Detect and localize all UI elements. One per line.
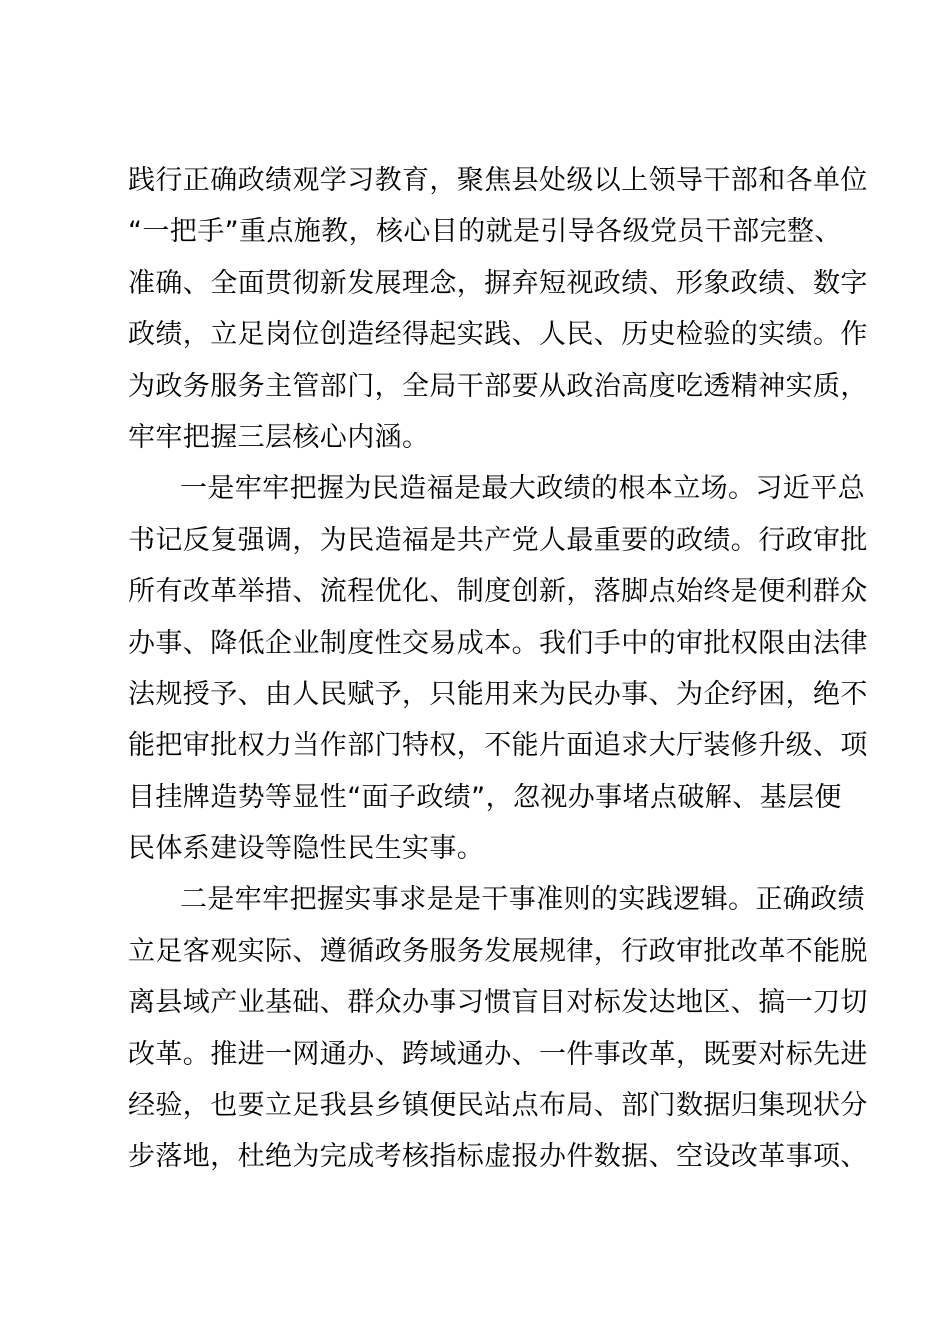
text-line: 目挂牌造势等显性“面子政绩”，忽视办事堵点破解、基层便 <box>128 781 842 813</box>
text-line: 二是牢牢把握实事求是是干事准则的实践逻辑。正确政绩 <box>180 884 865 916</box>
paragraph-2 <box>128 463 868 874</box>
text-line: 政绩，立足岗位创造经得起实践、人民、历史检验的实绩。作 <box>128 319 868 351</box>
text-line: 改革。推进一网通办、跨域通办、一件事改革，既要对标先进 <box>128 1038 868 1070</box>
text-line: 离县域产业基础、群众办事习惯盲目对标发达地区、搞一刀切 <box>128 987 868 1019</box>
text-line: 经验，也要立足我县乡镇便民站点布局、部门数据归集现状分 <box>128 1090 868 1122</box>
document-body <box>128 155 868 1183</box>
text-line: 践行正确政绩观学习教育，聚焦县处级以上领导干部和各单位 <box>128 165 868 196</box>
text-line: 一是牢牢把握为民造福是最大政绩的根本立场。习近平总 <box>180 473 865 505</box>
text-line: 办事、降低企业制度性交易成本。我们手中的审批权限由法律 <box>128 627 868 659</box>
text-line: 准确、全面贯彻新发展理念，摒弃短视政绩、形象政绩、数字 <box>128 267 868 299</box>
text-line: 步落地，杜绝为完成考核指标虚报办件数据、空设改革事项、 <box>128 1141 868 1173</box>
text-line: 为政务服务主管部门，全局干部要从政治高度吃透精神实质， <box>128 370 868 402</box>
text-line: 立足客观实际、遵循政务服务发展规律，行政审批改革不能脱 <box>128 935 868 967</box>
text-line: “一把手”重点施教，核心目的就是引导各级党员干部完整、 <box>128 216 842 248</box>
text-line: 牢牢把握三层核心内涵。 <box>128 421 430 453</box>
text-line: 能把审批权力当作部门特权，不能片面追求大厅装修升级、项 <box>128 730 868 762</box>
text-line: 书记反复强调，为民造福是共产党人最重要的政绩。行政审批 <box>128 524 868 556</box>
paragraph-3 <box>128 874 868 1182</box>
text-line: 民体系建设等隐性民生实事。 <box>128 833 485 865</box>
text-line: 法规授予、由人民赋予，只能用来为民办事、为企纾困，绝不 <box>128 678 868 710</box>
text-line: 所有改革举措、流程优化、制度创新，落脚点始终是便利群众 <box>128 576 868 608</box>
paragraph-1 <box>128 155 868 463</box>
